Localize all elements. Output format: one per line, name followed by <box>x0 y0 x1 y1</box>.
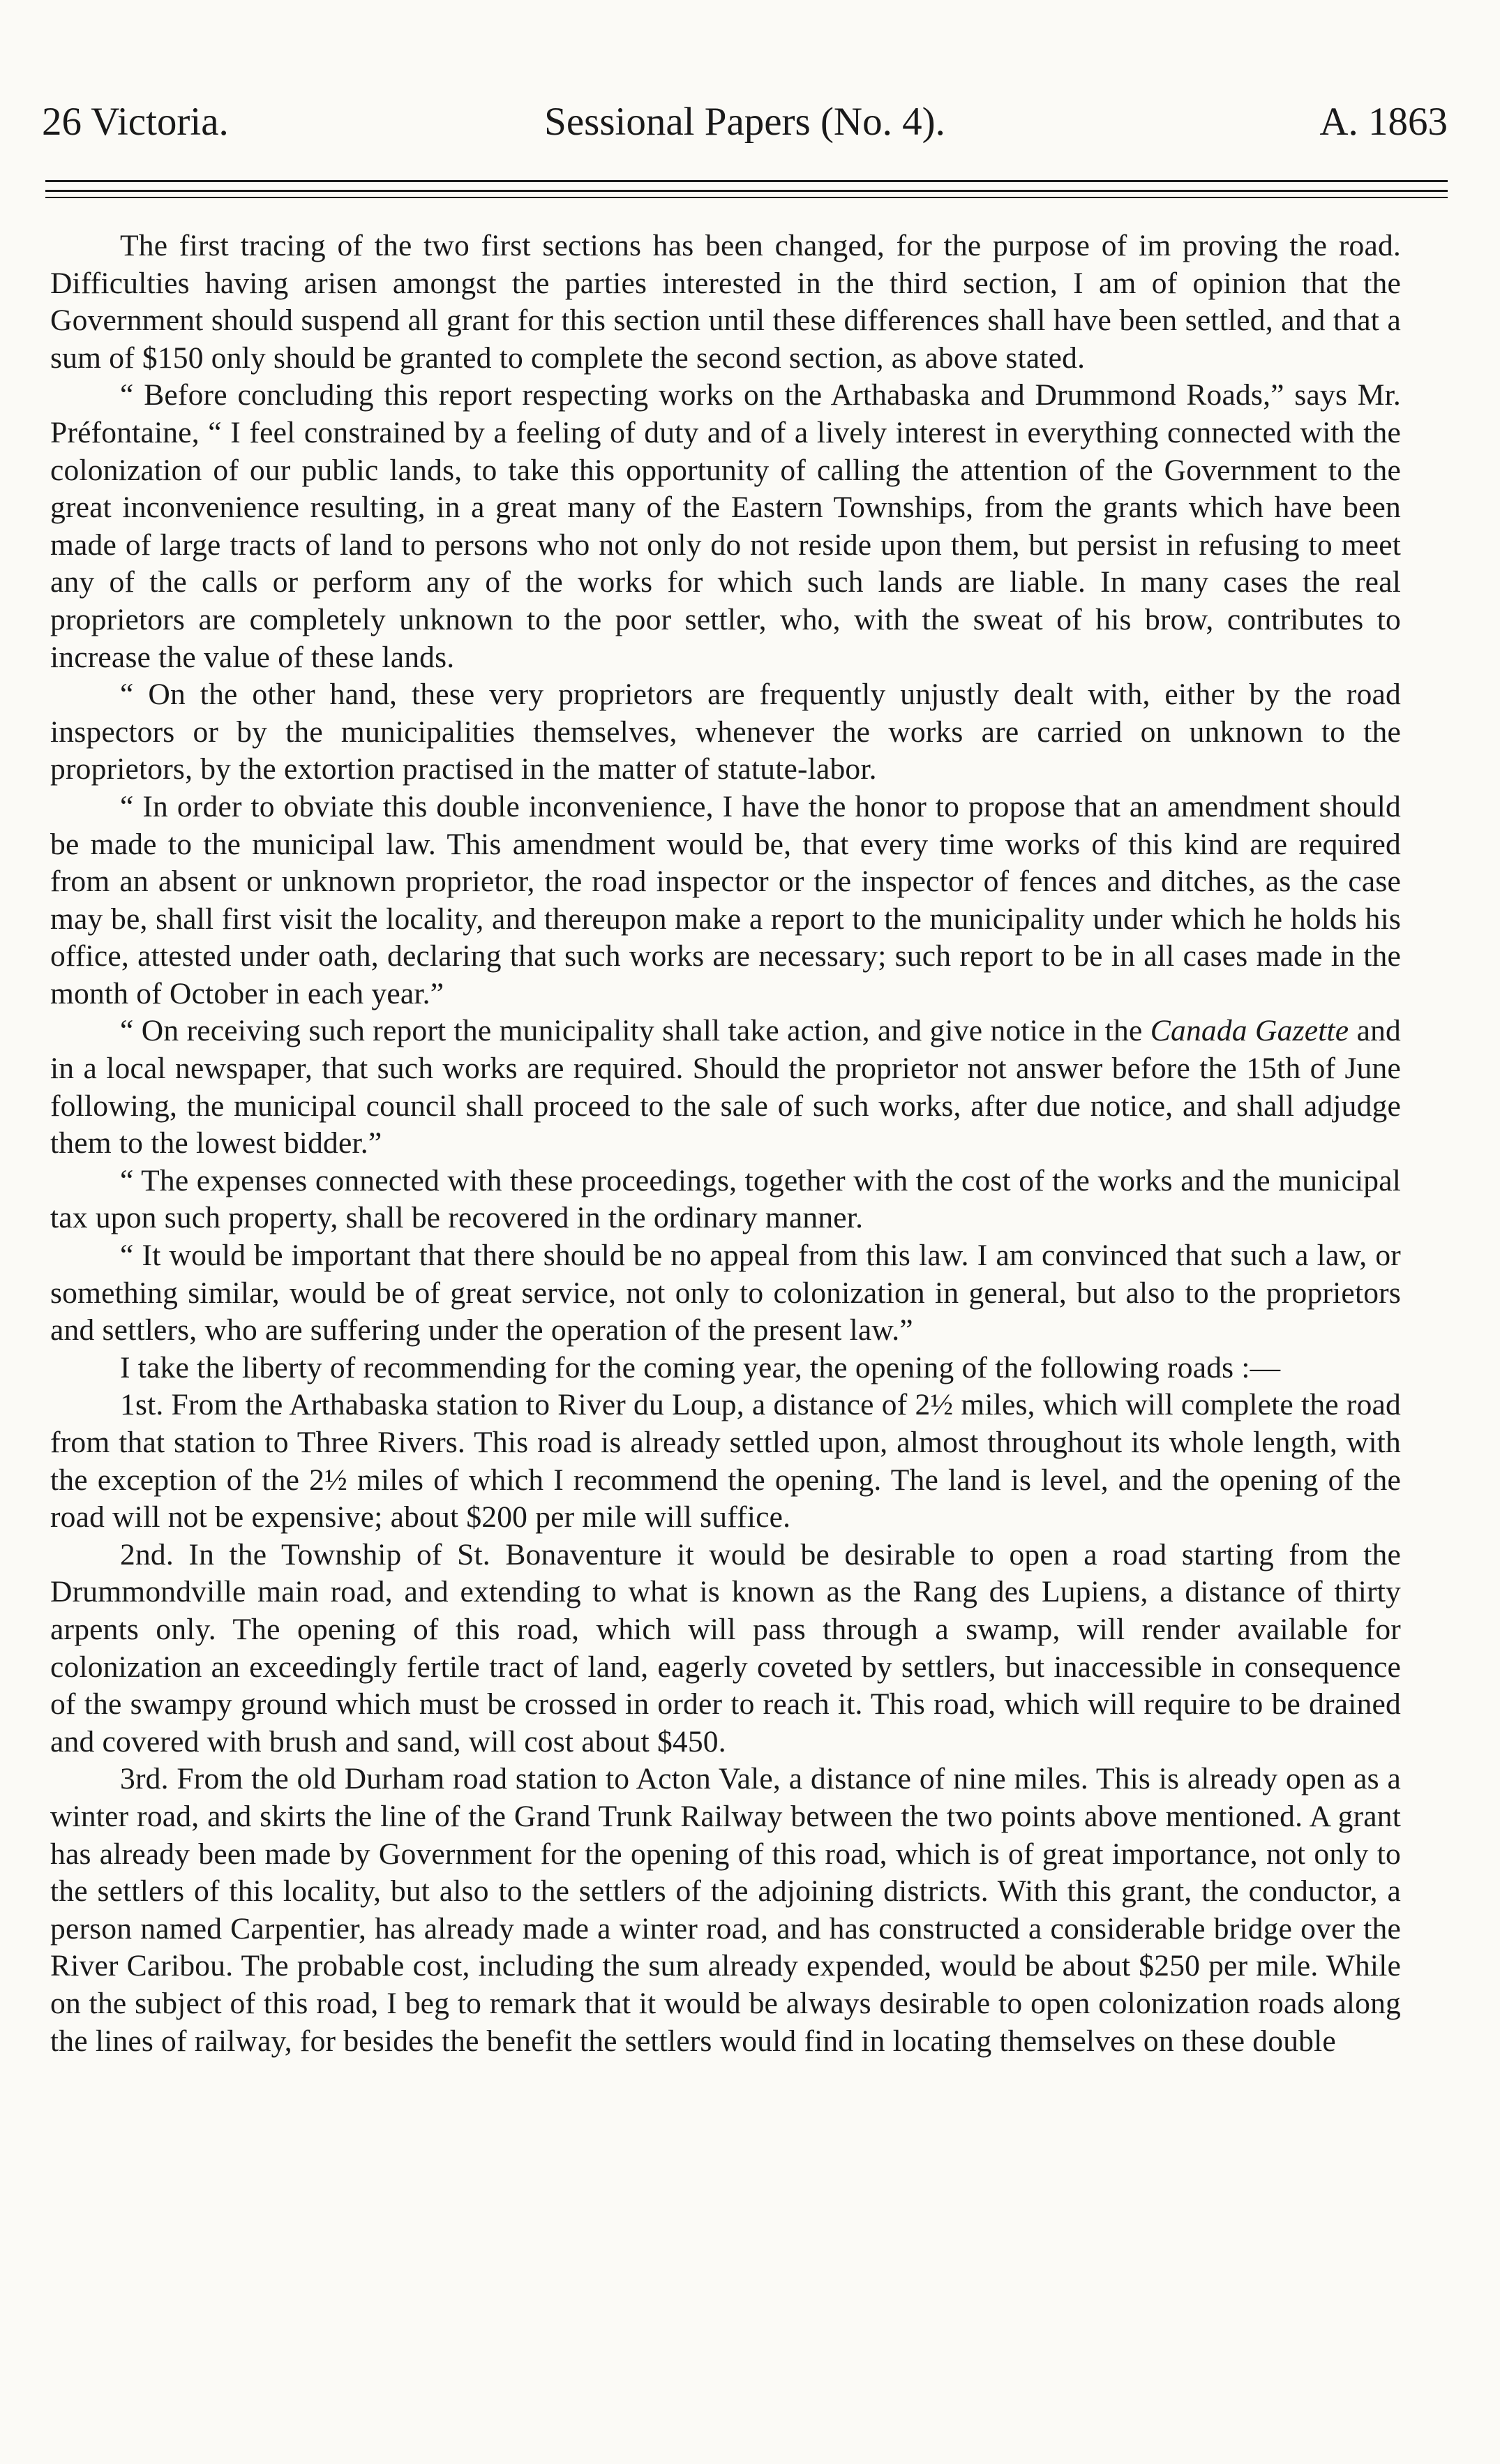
paragraph-text: “ On receiving such report the municipality shall take action, and give notice in the <box>120 1014 1143 1048</box>
paragraph: “ In order to obviate this double inconvenience, I have the honor to propose that an amendment should be made to the municipal law. This amendment would be, that every time works of this kind are required from an absent or unknown proprietor, the road inspector or the inspector of fences and ditches, as the case may be, shall first visit the locality, and thereupon make a report to the municipality under which he holds his office, attested under oath, declaring that such works are necessary; such report to be in all cases made in the month of October in each year.” <box>50 789 1401 1010</box>
paragraph-text: and in a local newspaper, that such works are required. Should the proprietor not answer before the 15th of June following, the municipal council shall proceed to the sale of such works, after due notice, and shall adjudge them to the lowest bidder.” <box>50 1014 1401 1160</box>
paragraph: 3rd. From the old Durham road station to Acton Vale, a distance of nine miles. This is already open as a winter road, and skirts the line of the Grand Trunk Railway between the two points above mentioned. A grant has already been made by Government for the opening of this road, which is of great importance, not only to the settlers of this locality, but also to the settlers of the adjoining districts. With this grant, the conductor, a person named Carpentier, has already made a winter road, and has constructed a considerable bridge over the River Caribou. The probable cost, including the sum already expended, would be about $250 per mile. While on the subject of this road, I beg to remark that it would be always desirable to open colonization roads along the lines of railway, for besides the benefit the settlers would find in locating themselves on these double <box>50 1762 1401 2058</box>
paragraph: 1st. From the Arthabaska station to River du Loup, a distance of 2½ miles, which will complete the road from that station to Three Rivers. This road is already settled upon, almost throughout its whole length, with the exception of the 2½ miles of which I recommend the opening. The land is level, and the opening of the road will not be expensive; about $200 per mile will suffice. <box>50 1388 1401 1535</box>
paragraph: 2nd. In the Township of St. Bonaventure it would be desirable to open a road starting from the Drummondville main road, and extending to what is known as the Rang des Lupiens, a distance of thirty arpents only. The opening of this road, which will pass through a swamp, will render available for colonization an exceedingly fertile tract of land, eagerly coveted by settlers, but inaccessible in consequence of the swampy ground which must be crossed in order to reach it. This road, which will require to be drained and covered with brush and sand, will cost about $450. <box>50 1537 1401 1759</box>
paragraph: “ Before concluding this report respecting works on the Arthabaska and Drummond Roads,” says Mr. Préfontaine, “ I feel constrained by a feeling of duty and of a lively interest in everything connected with the colonization of our public lands, to take this opportunity of calling the attention of the Government to the great inconvenience resulting, in a great many of the Eastern Townships, from the grants which have been made of large tracts of land to persons who not only do not reside upon them, but persist in refusing to meet any of the calls or perform any of the works for which such lands are liable. In many cases the real proprietors are completely unknown to the poor settler, who, with the sweat of his brow, contributes to increase the value of these lands. <box>50 378 1401 674</box>
paragraph: “ The expenses connected with these proceedings, together with the cost of the works and the municipal tax upon such property, shall be recovered in the ordinary manner. <box>50 1163 1401 1235</box>
header-session: 26 Victoria. <box>42 100 229 144</box>
page-header <box>42 91 1448 154</box>
header-title: Sessional Papers (No. 4). <box>544 100 945 144</box>
paragraph: “ It would be important that there should be no appeal from this law. I am convinced that such a law, or something similar, would be of great service, not only to colonization in general, but also to the proprietors and settlers, who are suffering under the operation of the present law.” <box>50 1239 1401 1347</box>
paragraph: “ On the other hand, these very proprietors are frequently unjustly dealt with, either by the road inspectors or by the municipalities themselves, whenever the works are carried on unknown to the proprietors, by the extortion practised in the matter of statute-labor. <box>50 678 1401 786</box>
body-text <box>50 227 1401 2060</box>
newspaper-title: Canada Gazette <box>1150 1014 1349 1048</box>
header-rule-middle <box>45 190 1448 192</box>
header-rule-top <box>45 180 1448 182</box>
paragraph <box>50 1013 1401 1162</box>
paragraph: I take the liberty of recommending for the coming year, the opening of the following roads :— <box>120 1350 1281 1384</box>
header-rule-bottom <box>45 197 1448 198</box>
header-year: A. 1863 <box>1319 100 1448 144</box>
paragraph: The first tracing of the two first sections has been changed, for the purpose of im proving the road. Difficulties having arisen amongst the parties interested in the third section, I am of opinion that the Government should suspend all grant for this section until these differences shall have been settled, and that a sum of $150 only should be granted to complete the second section, as above stated. <box>50 229 1401 375</box>
